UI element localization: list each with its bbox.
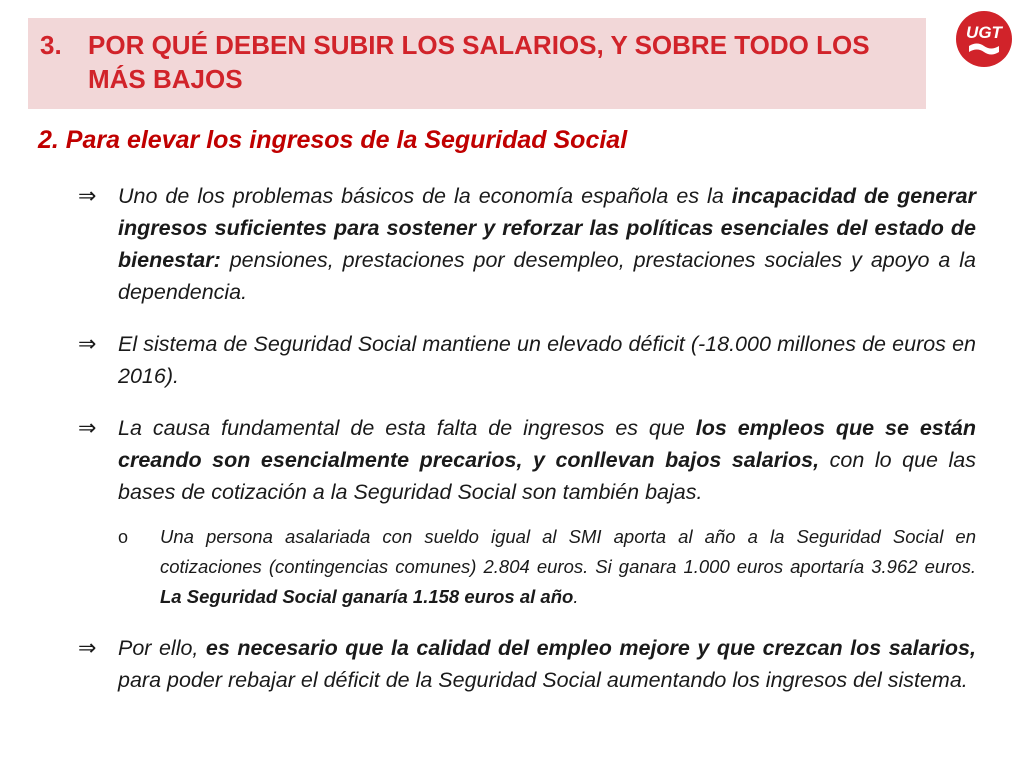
logo-text: UGT [966, 23, 1002, 42]
bullet-text: La causa fundamental de esta falta de ingresos es que los empleos que se están creando son esencialmente precarios, y conllevan bajos salarios, con lo que las bases de cotización a la Seguridad Social son también bajas. [118, 416, 976, 504]
circle-bullet-icon: o [118, 527, 129, 547]
bullet-item [78, 180, 976, 308]
double-arrow-icon: ⇒ [78, 331, 97, 356]
title-box [28, 18, 926, 109]
bullet-text: Uno de los problemas básicos de la economía española es la incapacidad de generar ingresos suficientes para sostener y reforzar las políticas esenciales del estado de bienestar: pensiones, prestaciones por desempleo, prestaciones sociales y apoyo a la dependencia. [118, 184, 976, 304]
title-text: POR QUÉ DEBEN SUBIR LOS SALARIOS, Y SOBRE TODO LOS MÁS BAJOS [88, 30, 870, 94]
double-arrow-icon: ⇒ [78, 183, 97, 208]
title-number: 3. [40, 30, 62, 60]
ugt-logo [955, 10, 1013, 68]
bullet-text: El sistema de Seguridad Social mantiene un elevado déficit (-18.000 millones de euros en 2016). [118, 332, 976, 388]
sub-bullet-text: Una persona asalariada con sueldo igual al SMI aporta al año a la Seguridad Social en cotizaciones (contingencias comunes) 2.804 euros. Si ganara 1.000 euros aportaría 3.962 euros. La Seguridad Social ganaría 1.158 euros al año. [160, 526, 976, 607]
section-subtitle: 2. Para elevar los ingresos de la Seguridad Social [38, 126, 628, 154]
double-arrow-icon: ⇒ [78, 635, 97, 660]
bullet-item [78, 632, 976, 696]
double-arrow-icon: ⇒ [78, 415, 97, 440]
bullet-text: Por ello, es necesario que la calidad del empleo mejore y que crezcan los salarios, para poder rebajar el déficit de la Seguridad Social aumentando los ingresos del sistema. [118, 636, 976, 692]
bullet-list [78, 180, 976, 716]
bullet-item [78, 412, 976, 508]
sub-bullet-item [118, 522, 976, 612]
bullet-item [78, 328, 976, 392]
page-title [40, 28, 912, 96]
